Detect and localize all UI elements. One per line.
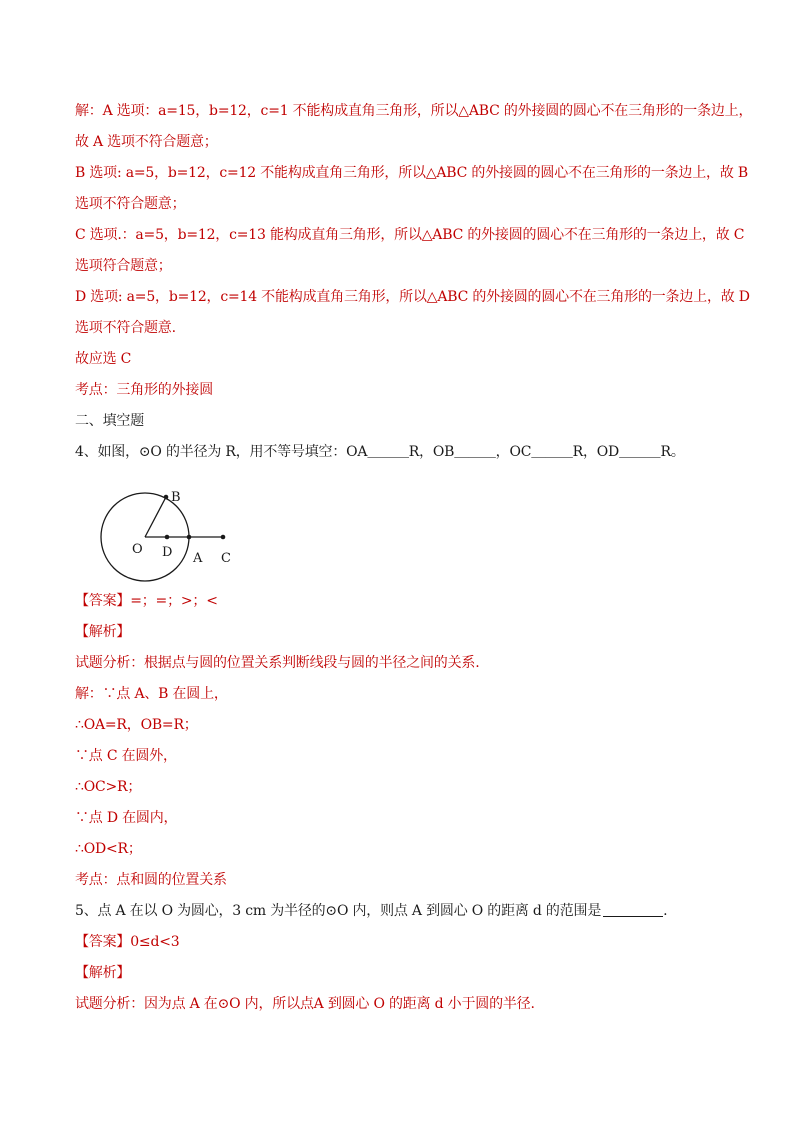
section-header: 二、填空题 [75,413,144,429]
conclusion-line: 故应选 C [75,351,132,367]
answer-value: 0≤d<3 [130,934,180,950]
solution-line-7: D 选项: a=5，b=12，c=14 不能构成直角三角形，所以△ABC 的外接圆的圆心不在三角形的一条边上，故 D [75,289,750,305]
segment-ob [145,497,166,537]
answer-blank [603,900,663,917]
q4-step-6: ∴OD<R； [75,841,142,857]
q4-step-1: 解：∵点 A、B 在圆上， [75,686,228,702]
solution-line-4: 选项不符合题意； [75,196,186,212]
solution-line-3: B 选项: a=5，b=12，c=12 不能构成直角三角形，所以△ABC 的外接圆的圆心不在三角形的一条边上，故 B [75,165,748,181]
label-c: C [221,551,231,566]
q5-answer-line [75,927,735,958]
question-5-end: . [663,903,668,919]
document-page [75,96,753,1020]
q4-step-3: ∵点 C 在圆外， [75,748,177,764]
point-d [165,535,170,540]
answer-tag: 【答案】 [75,934,131,950]
point-b [164,495,169,500]
kaodian-line: 考点：三角形的外接圆 [75,382,213,398]
answer-tag: 【答案】 [75,593,131,609]
q4-kaodian-line: 考点：点和圆的位置关系 [75,872,227,888]
q4-step-5: ∵点 D 在圆内， [75,810,178,826]
answer-value: =；=；>；< [130,593,218,609]
solution-line-6: 选项符合题意； [75,258,172,274]
question-5 [75,896,735,927]
q4-step-2: ∴OA=R，OB=R； [75,717,198,733]
q5-analysis-tag: 【解析】 [75,965,131,981]
solution-line-5: C 选项.：a=5，b=12，c=13 能构成直角三角形，所以△ABC 的外接圆的圆心不在三角形的一条边上，故 C [75,227,745,243]
solution-line-2: 故 A 选项不符合题意； [75,134,218,150]
q4-answer-line [75,586,735,617]
solution-line-1: 解：A 选项：a=15，b=12，c=1 不能构成直角三角形，所以△ABC 的外接圆的圆心不在三角形的一条边上， [75,103,753,119]
point-c [221,535,226,540]
question-5-text: 5、点 A 在以 O 为圆心，3 cm 为半径的⊙O 内，则点 A 到圆心 O 的距离 d 的范围是 [75,903,602,919]
q4-analysis-line: 试题分析：根据点与圆的位置关系判断线段与圆的半径之间的关系. [75,655,480,671]
circle-figure [75,468,275,586]
label-b: B [171,490,181,505]
q4-step-4: ∴OC>R； [75,779,142,795]
point-a [187,535,192,540]
label-a: A [193,551,203,566]
circle-diagram [99,468,269,586]
label-d: D [162,545,173,560]
q5-analysis-line: 试题分析：因为点 A 在⊙O 内，所以点A 到圆心 O 的距离 d 小于圆的半径. [75,996,535,1012]
label-o: O [132,542,143,557]
question-4: 4、如图，⊙O 的半径为 R，用不等号填空：OA＿＿＿R，OB＿＿＿，OC＿＿＿R，OD＿＿＿R。 [75,444,685,460]
q4-analysis-tag: 【解析】 [75,624,131,640]
solution-line-8: 选项不符合题意. [75,320,176,336]
